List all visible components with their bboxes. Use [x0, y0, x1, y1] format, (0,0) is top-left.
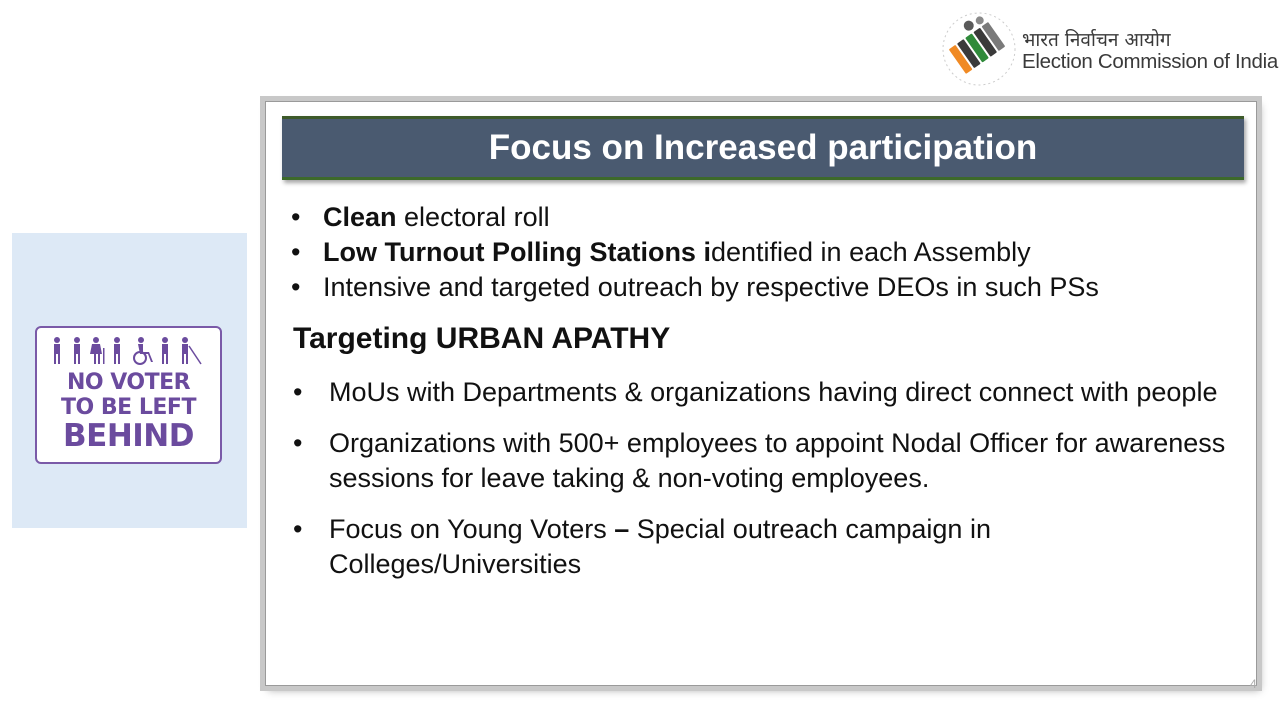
slide-content-card: [265, 101, 1257, 686]
org-name-hindi: भारत निर्वाचन आयोग: [1022, 29, 1171, 51]
bullet-list-urban: [291, 375, 1231, 598]
bullet-text: Intensive and targeted outreach by respective DEOs in such PSs: [323, 272, 1099, 302]
slide-title: Focus on Increased participation: [488, 128, 1038, 167]
title-bar: [282, 116, 1244, 180]
badge-line-3: BEHIND: [63, 418, 194, 454]
bullet-bold-text: –: [614, 514, 630, 544]
list-item: [291, 200, 1231, 235]
bullet-icon: •: [291, 272, 301, 302]
bullet-icon: •: [293, 428, 303, 458]
bullet-text: Focus on Young Voters: [329, 514, 615, 544]
left-panel: [12, 233, 247, 528]
bullet-icon: •: [293, 377, 303, 407]
bullet-bold-text: Low Turnout Polling Stations i: [323, 237, 711, 267]
bullet-icon: •: [291, 202, 301, 232]
bullet-text-continued: Special outreach campaign in Colleges/Universities: [329, 514, 991, 579]
no-voter-left-behind-badge: [35, 326, 222, 464]
bullet-icon: •: [293, 514, 303, 544]
org-name-english: Election Commission of India: [1022, 50, 1278, 73]
eci-ballot-emblem-icon: [940, 10, 1018, 88]
bullet-bold-text: Clean: [323, 202, 397, 232]
badge-line-2: TO BE LEFT: [61, 395, 196, 420]
bullet-list-top: [291, 200, 1231, 305]
list-item: [291, 235, 1231, 270]
bullet-icon: •: [291, 237, 301, 267]
bullet-text: Organizations with 500+ employees to appoint Nodal Officer for awareness sessions for leave taking & non-voting employees.: [329, 428, 1226, 493]
list-item: [291, 270, 1231, 305]
list-item: [291, 426, 1231, 496]
list-item: [291, 512, 1231, 582]
bullet-text: dentified in each Assembly: [710, 237, 1031, 267]
section-heading: Targeting URBAN APATHY: [293, 322, 671, 355]
list-item: [291, 375, 1231, 410]
bullet-text: electoral roll: [396, 202, 550, 232]
no-voter-left-behind-figures-icon: [49, 336, 209, 366]
badge-line-1: NO VOTER: [66, 370, 191, 395]
eci-logo: [940, 10, 1276, 90]
page-number: 4: [1250, 677, 1257, 691]
bullet-text: MoUs with Departments & organizations having direct connect with people: [329, 377, 1218, 407]
